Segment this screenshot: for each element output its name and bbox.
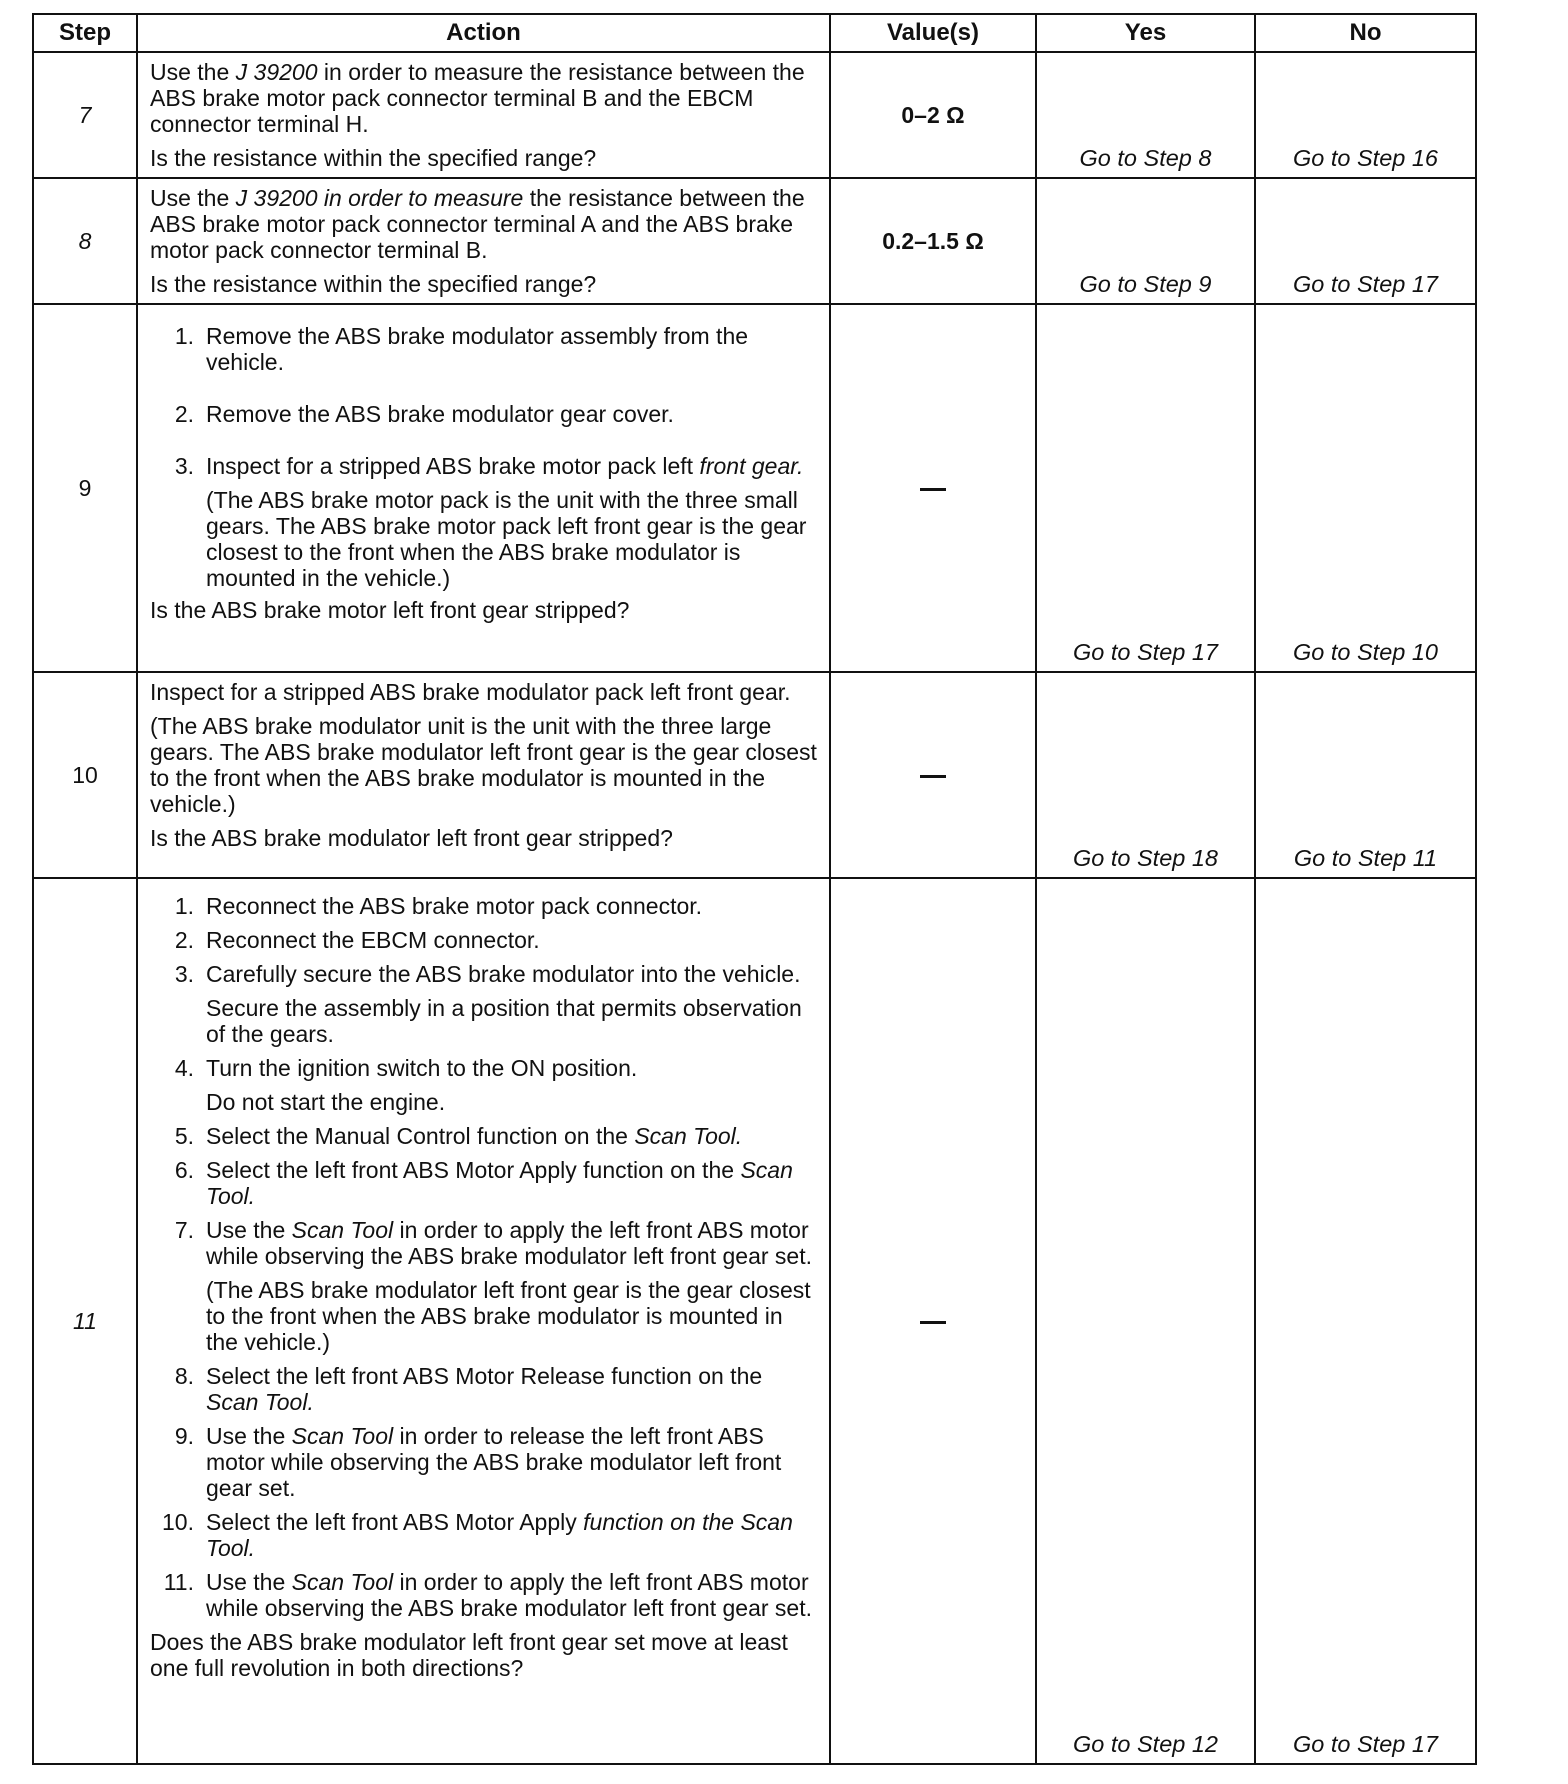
item-text-part: Scan Tool. — [634, 1123, 743, 1149]
yes-cell: Go to Step 12 — [1036, 878, 1255, 1764]
item-text — [206, 1055, 819, 1115]
item-number: 5. — [174, 1123, 194, 1149]
step-number: 10 — [33, 672, 137, 878]
no-cell: Go to Step 16 — [1255, 52, 1476, 178]
header-no: No — [1255, 14, 1476, 52]
item-text-part: Scan Tool. — [206, 1157, 793, 1209]
item-text — [206, 1217, 819, 1355]
step-number: 8 — [33, 178, 137, 304]
value-cell: 0.2–1.5 Ω — [830, 178, 1036, 304]
tool-name: J 39200 — [235, 59, 318, 85]
value-cell — [830, 304, 1036, 672]
no-cell: Go to Step 10 — [1255, 304, 1476, 672]
value-cell: 0–2 Ω — [830, 52, 1036, 178]
item-text — [206, 1123, 819, 1149]
item-number: 3. — [174, 961, 194, 987]
item-text-part: Select the left front ABS Motor Apply — [206, 1509, 584, 1535]
item-text-part: front gear. — [699, 453, 804, 479]
item-text — [206, 1569, 819, 1621]
item-number: 4. — [174, 1055, 194, 1081]
procedure-list — [150, 323, 819, 591]
yes-cell: Go to Step 9 — [1036, 178, 1255, 304]
item-number: 2. — [174, 401, 194, 427]
list-item — [150, 1363, 819, 1415]
table-row — [33, 52, 1476, 178]
list-item — [150, 401, 819, 427]
item-text — [206, 1423, 819, 1501]
item-text-part: Scan Tool — [291, 1217, 394, 1243]
list-item — [150, 893, 819, 919]
item-text-part: Scan Tool — [291, 1569, 394, 1595]
value-cell — [830, 878, 1036, 1764]
item-text-part: Inspect for a stripped ABS brake motor pack left — [206, 453, 700, 479]
header-row — [33, 14, 1476, 52]
list-item — [150, 1217, 819, 1355]
action-cell — [137, 878, 830, 1764]
item-text-part: Select the left front ABS Motor Apply function on the — [206, 1157, 741, 1183]
action-text: the resistance between the ABS brake motor pack connector terminal A and the ABS brake motor pack connector terminal B. — [150, 185, 805, 263]
item-number: 2. — [174, 927, 194, 953]
action-text: in order to measure the resistance between the ABS brake motor pack connector terminal B and the EBCM connector terminal H. — [150, 59, 805, 137]
item-number: 1. — [174, 323, 194, 349]
dash-mark — [920, 775, 946, 778]
item-text: Remove the ABS brake modulator assembly from the vehicle. — [206, 323, 749, 375]
item-text-part: in order to apply the left front ABS motor while observing the ABS brake modulator left front gear set. — [206, 1217, 812, 1269]
yes-cell: Go to Step 17 — [1036, 304, 1255, 672]
item-text: Reconnect the ABS brake motor pack connector. — [206, 893, 703, 919]
action-text: Use the — [150, 185, 236, 211]
item-text-part: Use the — [206, 1423, 292, 1449]
no-cell: Go to Step 11 — [1255, 672, 1476, 878]
item-text: Reconnect the EBCM connector. — [206, 927, 540, 953]
list-item — [150, 1157, 819, 1209]
header-yes: Yes — [1036, 14, 1255, 52]
item-number: 8. — [174, 1363, 194, 1389]
item-note: (The ABS brake motor pack is the unit with the three small gears. The ABS brake motor pack left front gear is the gear closest to the front when the ABS brake modulator is mounted in the vehicle.) — [206, 487, 807, 591]
item-text-part: Scan Tool. — [206, 1389, 314, 1415]
item-text — [206, 961, 819, 1047]
no-cell: Go to Step 17 — [1255, 178, 1476, 304]
action-text: Inspect for a stripped ABS brake modulator pack left front gear. — [150, 679, 791, 705]
diagnostic-table — [32, 13, 1477, 1765]
list-item — [150, 1123, 819, 1149]
list-item — [150, 961, 819, 1047]
item-text-part: Scan Tool — [291, 1423, 394, 1449]
question: Is the ABS brake modulator left front gear stripped? — [150, 825, 673, 851]
item-text-part: Use the — [206, 1569, 292, 1595]
item-text-part: Carefully secure the ABS brake modulator into the vehicle. — [206, 961, 801, 987]
item-number: 11. — [163, 1569, 194, 1595]
table-row — [33, 178, 1476, 304]
item-text — [206, 1363, 819, 1415]
item-text-part: function on the Scan Tool. — [206, 1509, 793, 1561]
item-text-part: in order to release the left front ABS motor while observing the ABS brake modulator left front gear set. — [206, 1423, 782, 1501]
header-action: Action — [137, 14, 830, 52]
item-note: Do not start the engine. — [206, 1089, 446, 1115]
item-text — [206, 1157, 819, 1209]
item-text — [206, 453, 819, 591]
list-item — [150, 1569, 819, 1621]
item-text-part: Select the Manual Control function on the — [206, 1123, 635, 1149]
list-item — [150, 453, 819, 591]
list-item — [150, 1423, 819, 1501]
item-note: (The ABS brake modulator left front gear is the gear closest to the front when the ABS brake modulator is mounted in the vehicle.) — [206, 1277, 811, 1355]
item-text-part: Select the left front ABS Motor Release function on the — [206, 1363, 763, 1389]
dash-mark — [920, 1321, 946, 1324]
list-item — [150, 1055, 819, 1115]
action-cell — [137, 304, 830, 672]
item-text: Remove the ABS brake modulator gear cover. — [206, 401, 674, 427]
action-cell — [137, 52, 830, 178]
table-row — [33, 878, 1476, 1764]
list-item — [150, 927, 819, 953]
dash-mark — [920, 488, 946, 491]
action-note: (The ABS brake modulator unit is the unit with the three large gears. The ABS brake modulator left front gear is the gear closest to the front when the ABS brake modulator is mounted in the vehicle.) — [150, 713, 817, 817]
item-number: 9. — [174, 1423, 194, 1449]
item-text-part: Turn the ignition switch to the ON position. — [206, 1055, 638, 1081]
action-text: Use the — [150, 59, 236, 85]
item-note: Secure the assembly in a position that permits observation of the gears. — [206, 995, 802, 1047]
question: Is the ABS brake motor left front gear stripped? — [150, 597, 630, 623]
no-cell: Go to Step 17 — [1255, 878, 1476, 1764]
list-item — [150, 1509, 819, 1561]
question: Is the resistance within the specified range? — [150, 271, 597, 297]
item-number: 3. — [174, 453, 194, 479]
step-number: 11 — [33, 878, 137, 1764]
action-cell — [137, 672, 830, 878]
item-text-part: Use the — [206, 1217, 292, 1243]
table-row — [33, 672, 1476, 878]
question: Is the resistance within the specified range? — [150, 145, 597, 171]
item-number: 6. — [174, 1157, 194, 1183]
tool-name: J 39200 in order to measure — [235, 185, 524, 211]
item-number: 10. — [162, 1509, 194, 1535]
item-text — [206, 1509, 819, 1561]
yes-cell: Go to Step 8 — [1036, 52, 1255, 178]
item-text-part: in order to apply the left front ABS motor while observing the ABS brake modulator left front gear set. — [206, 1569, 812, 1621]
list-item — [150, 323, 819, 375]
table-row — [33, 304, 1476, 672]
step-number: 7 — [33, 52, 137, 178]
action-cell — [137, 178, 830, 304]
item-number: 1. — [174, 893, 194, 919]
step-number: 9 — [33, 304, 137, 672]
procedure-list — [150, 893, 819, 1621]
header-values: Value(s) — [830, 14, 1036, 52]
value-cell — [830, 672, 1036, 878]
header-step: Step — [33, 14, 137, 52]
item-number: 7. — [174, 1217, 194, 1243]
question: Does the ABS brake modulator left front gear set move at least one full revolution in both directions? — [150, 1629, 788, 1681]
yes-cell: Go to Step 18 — [1036, 672, 1255, 878]
